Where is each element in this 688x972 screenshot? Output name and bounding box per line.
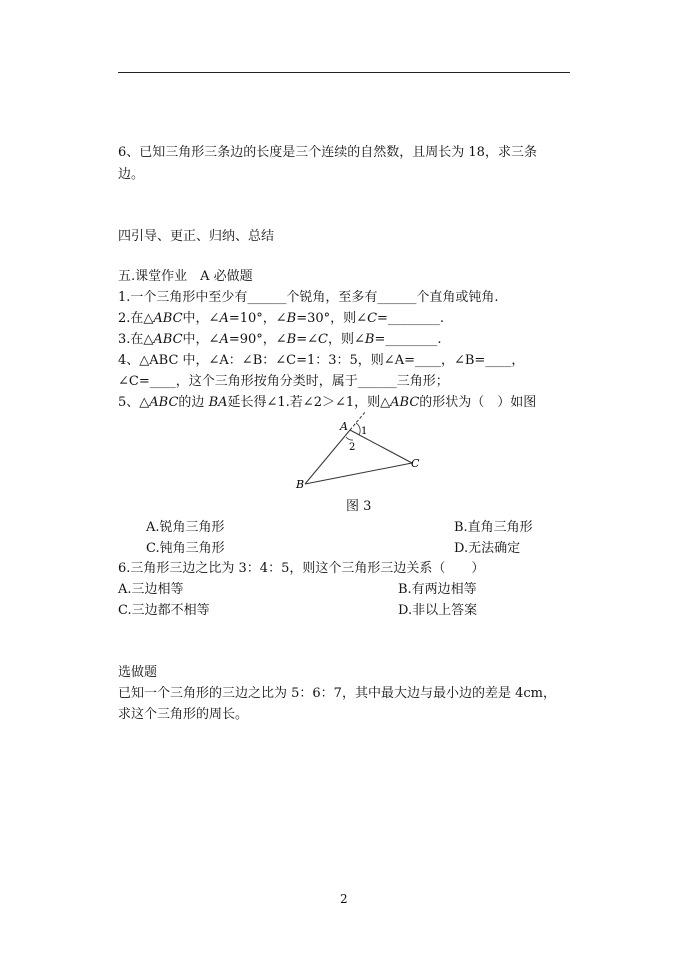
question-3: 3.在△ABC中，∠A=90°，∠B=∠C，则∠B=________. [118, 332, 442, 347]
page-number: 2 [340, 892, 348, 906]
angle-2-arc [346, 437, 353, 440]
label-angle-1: 1 [361, 426, 368, 437]
side-bc [305, 463, 412, 484]
section5-title: 五.课堂作业 A 必做题 [118, 269, 253, 284]
question-1: 1.一个三角形中至少有______个锐角，至多有______个直角或钝角. [118, 290, 499, 305]
q5-option-b: B.直角三角形 [454, 520, 533, 535]
optional-line1: 已知一个三角形的三边之比为 5：6：7，其中最大边与最小边的差是 4cm， [118, 686, 556, 701]
q5-option-a: A.锐角三角形 [146, 520, 225, 535]
q6-option-b: B.有两边相等 [398, 582, 477, 597]
q6-option-c: C.三边都不相等 [118, 603, 210, 618]
q6-option-d: D.非以上答案 [398, 603, 478, 618]
q6-option-a: A.三边相等 [118, 582, 184, 597]
figure-caption: 图 3 [346, 499, 372, 514]
side-ba [305, 430, 350, 484]
label-a: A [340, 420, 348, 433]
header-rule [118, 72, 570, 73]
question-6: 6.三角形三边之比为 3：4：5，则这个三角形三边关系（ ） [118, 561, 485, 576]
question-4-line2: ∠C=____，这个三角形按角分类时，属于______三角形； [118, 374, 449, 389]
label-c: C [411, 457, 420, 470]
label-b: B [296, 478, 305, 491]
q6-top-line1: 6、已知三角形三条边的长度是三个连续的自然数，且周长为 18，求三条 [118, 145, 537, 160]
q6-top-line2: 边。 [118, 167, 145, 182]
label-angle-2: 2 [349, 442, 356, 453]
triangle-figure [280, 408, 430, 493]
optional-title: 选做题 [118, 665, 158, 680]
q5-option-c: C.钝角三角形 [146, 541, 225, 556]
optional-line2: 求这个三角形的周长。 [118, 707, 249, 722]
section4-title: 四引导、更正、归纳、总结 [118, 229, 275, 244]
q5-option-d: D.无法确定 [454, 541, 521, 556]
question-4-line1: 4、△ABC 中，∠A：∠B：∠C=1：3：5，则∠A=____，∠B=____， [118, 353, 525, 368]
question-5: 5、△ABC的边 BA延长得∠1.若∠2＞∠1，则△ABC的形状为（ ）如图 [118, 395, 537, 410]
question-2: 2.在△ABC中，∠A=10°，∠B=30°，则∠C=________. [118, 311, 445, 326]
